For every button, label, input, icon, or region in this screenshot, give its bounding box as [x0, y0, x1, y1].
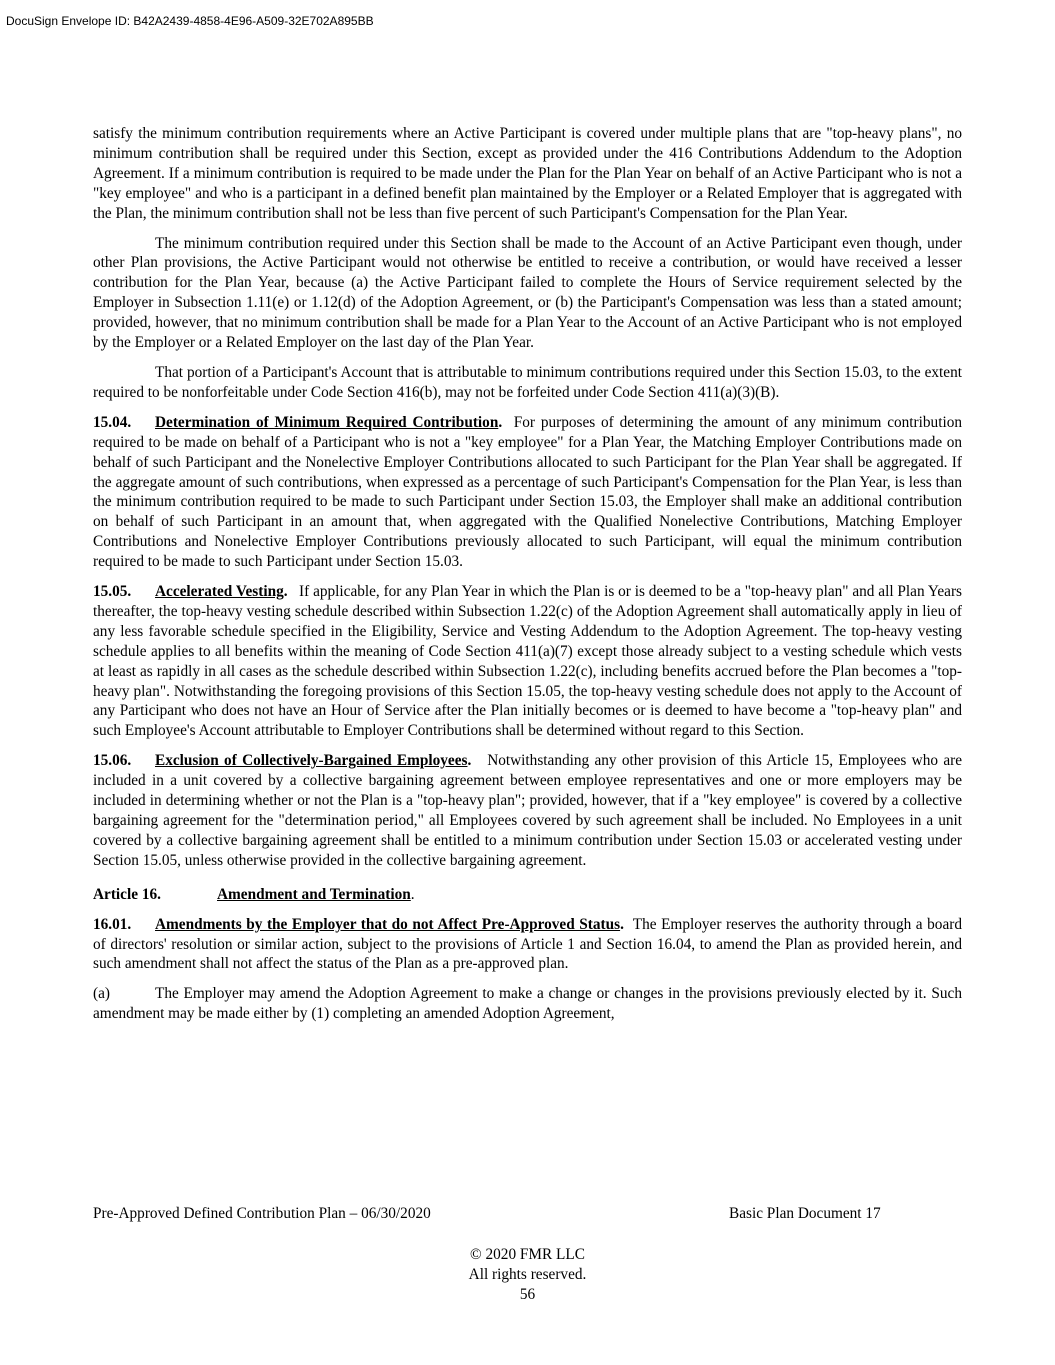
section-body: The Employer reserves the authority through a board of directors' resolution or similar action, subject to the provisions of Article 1 and Section 16.04, to amend the Plan as provided herein, and such amendment shall not affect the status of the Plan as a pre-approved plan. [93, 915, 962, 973]
section-body: If applicable, for any Plan Year in which the Plan is or is deemed to be a "top-heavy plan" and all Plan Years thereafter, the top-heavy vesting schedule described within Subsection 1.22(c) of the Adoption Agreement shall automatically apply in lieu of any less favorable schedule specified in the Eligibility, Service and Vesting Addendum to the Adoption Agreement. The top-heavy vesting schedule applies to all benefits within the meaning of Code Section 411(a)(7) except those already subject to a vesting schedule which vests at least as rapidly in all cases as the schedule described within Subsection 1.22(c), including benefits accrued before the Plan becomes a "top-heavy plan". Notwithstanding the foregoing provisions of this Section 15.05, the top-heavy vesting schedule does not apply to the Account of any Participant who does not have an Hour of Service after the Plan initially becomes or is deemed to have become a "top-heavy plan" and such Employee's Account attributable to Employer Contributions shall be determined without regard to this Section. [93, 583, 963, 740]
section-body: Notwithstanding any other provision of this Article 15, Employees who are included in a unit covered by a collective bargaining agreement between employee representatives and one or more employers may be included in determining whether or not the Plan is a "top-heavy plan"; provided, however, that if a "key employee" is covered by a collective bargaining agreement for the "determination period," all Employees covered by such agreement shall be included. No Employees in a unit covered by a collective bargaining agreement shall be entitled to a minimum contribution under Section 15.03 or accelerated vesting under Section 15.05, unless otherwise provided in the collective bargaining agreement. [93, 752, 962, 869]
section-heading: Exclusion of Collectively-Bargained Employees [155, 752, 468, 770]
section-number: 15.06. [93, 752, 132, 770]
footer-plan-title: Pre-Approved Defined Contribution Plan – 06/30/2020 [93, 1205, 431, 1222]
subsection-text: The Employer may amend the Adoption Agreement to make a change or changes in the provisions previously elected by it. Such amendment may be made either by (1) completing an amended Adoption Agreement, [93, 985, 962, 1023]
rights-reserved: All rights reserved. [468, 1266, 587, 1283]
article-number: Article 16. [93, 885, 161, 903]
section-number: 16.01. [93, 915, 132, 933]
paragraph-forfeiture: That portion of a Participant's Account that is attributable to minimum contributions required under this Section 15.03, to the extent required to be nonforfeitable under Code Section 416(b), may not be forfeited under Code Section 411(a)(3)(B). [93, 363, 962, 401]
section-15-04: 15.04. Determination of Minimum Required Contribution. For purposes of determining the amount of any minimum contribution required to be made on behalf of a Participant who is not a "key employee" for a Plan Year, the Matching Employer Contributions made on behalf of such Participant and the Nonelective Employer Contributions allocated to such Participant for the Plan Year shall be aggregated. If the aggregate amount of such contributions, when expressed as a percentage of such Participant's Compensation for the Plan Year, is less than the minimum contribution required to be made to such Participant under Section 15.03, the Employer shall make an additional contribution on behalf of such Participant in an amount that, when aggregated with the Qualified Nonelective Contributions, Matching Employer Contributions and Nonelective Employer Contributions previously allocated to such Participant, will equal the minimum contribution required to be made to such Participant under Section 15.03. [93, 413, 962, 571]
paragraph-continuation: satisfy the minimum contribution requirements where an Active Participant is covered under multiple plans that are "top-heavy plans", no minimum contribution shall be required under this Section, except as provided under the 416 Contributions Addendum to the Adoption Agreement. If a minimum contribution is required to be made under the Plan for the Plan Year on behalf of an Active Participant who is not a "key employee" and who is a participant in a defined benefit plan maintained by the Employer or a Related Employer that is aggregated with the Plan, the minimum contribution shall not be less than five percent of such Participant's Compensation for the Plan Year. [93, 125, 962, 222]
section-heading: Accelerated Vesting [155, 583, 284, 601]
copyright: © 2020 FMR LLC [470, 1246, 585, 1263]
section-number: 15.04. [93, 413, 132, 431]
section-heading: Amendments by the Employer that do not Affect Pre-Approved Status [155, 915, 621, 933]
envelope-id: DocuSign Envelope ID: B42A2439-4858-4E96-A509-32E702A895BB [6, 14, 374, 28]
section-16-01: 16.01. Amendments by the Employer that do not Affect Pre-Approved Status. The Employer reserves the authority through a board of directors' resolution or similar action, subject to the provisions of Article 1 and Section 16.04, to amend the Plan as provided herein, and such amendment shall not affect the status of the Plan as a pre-approved plan. [93, 915, 962, 973]
subsection-a [93, 984, 962, 1024]
footer-document-name: Basic Plan Document 17 [729, 1205, 881, 1222]
section-heading: Determination of Minimum Required Contribution [155, 413, 499, 431]
section-body: For purposes of determining the amount of any minimum contribution required to be made on behalf of a Participant who is not a "key employee" for a Plan Year, the Matching Employer Contributions made on behalf of such Participant and the Nonelective Employer Contributions allocated to such Participant for the Plan Year shall be aggregated. If the aggregate amount of such contributions, when expressed as a percentage of such Participant's Compensation for the Plan Year, is less than the minimum contribution required to be made to such Participant under Section 15.03, the Employer shall make an additional contribution on behalf of such Participant in an amount that, when aggregated with the Qualified Nonelective Contributions, Matching Employer Contributions and Nonelective Employer Contributions previously allocated to such Participant, will equal the minimum contribution required to be made to such Participant under Section 15.03. [93, 413, 962, 571]
article-title: Amendment and Termination [217, 885, 411, 903]
article-16-heading: Article 16. Amendment and Termination. [93, 885, 415, 903]
document-body [93, 124, 962, 1034]
paragraph-minimum-contribution: The minimum contribution required under this Section shall be made to the Account of an Active Participant even though, under other Plan provisions, the Active Participant would not otherwise be entitled to receive a contribution, or would have received a lesser contribution for the Plan Year, because (a) the Active Participant failed to complete the Hours of Service requirement selected by the Employer in Subsection 1.11(e) or 1.12(d) of the Adoption Agreement, or (b) the Participant's Compensation was less than a stated amount; provided, however, that no minimum contribution shall be made for a Plan Year to the Account of an Active Participant who is not employed by the Employer or a Related Employer on the last day of the Plan Year. [93, 234, 962, 352]
footer-copyright-block [0, 1245, 1055, 1305]
section-number: 15.05. [93, 583, 132, 601]
section-15-05: 15.05. Accelerated Vesting. If applicable, for any Plan Year in which the Plan is or is deemed to be a "top-heavy plan" and all Plan Years thereafter, the top-heavy vesting schedule described within Subsection 1.22(c) of the Adoption Agreement shall automatically apply in lieu of any less favorable schedule specified in the Eligibility, Service and Vesting Addendum to the Adoption Agreement. The top-heavy vesting schedule applies to all benefits within the meaning of Code Section 411(a)(7) except those already subject to a vesting schedule which vests at least as rapidly in all cases as the schedule described within Subsection 1.22(c), including benefits accrued before the Plan becomes a "top-heavy plan". Notwithstanding the foregoing provisions of this Section 15.05, the top-heavy vesting schedule does not apply to the Account of any Participant who does not have an Hour of Service after the Plan initially becomes or is deemed to have become a "top-heavy plan" and such Employee's Account attributable to Employer Contributions shall be determined without regard to this Section. [93, 583, 963, 740]
page-number: 56 [519, 1286, 536, 1303]
section-15-06: 15.06. Exclusion of Collectively-Bargained Employees. Notwithstanding any other provision of this Article 15, Employees who are included in a unit covered by a collective bargaining agreement between employee representatives and one or more employers may be included in determining whether or not the Plan is a "top-heavy plan"; provided, however, that if a "key employee" is covered by a collective bargaining agreement for the "determination period," all Employees covered by such agreement shall be included. No Employees in a unit covered by a collective bargaining agreement shall be entitled to a minimum contribution under Section 15.03 or accelerated vesting under Section 15.05, unless otherwise provided in the collective bargaining agreement. [93, 752, 962, 869]
subsection-label: (a) [93, 985, 110, 1003]
